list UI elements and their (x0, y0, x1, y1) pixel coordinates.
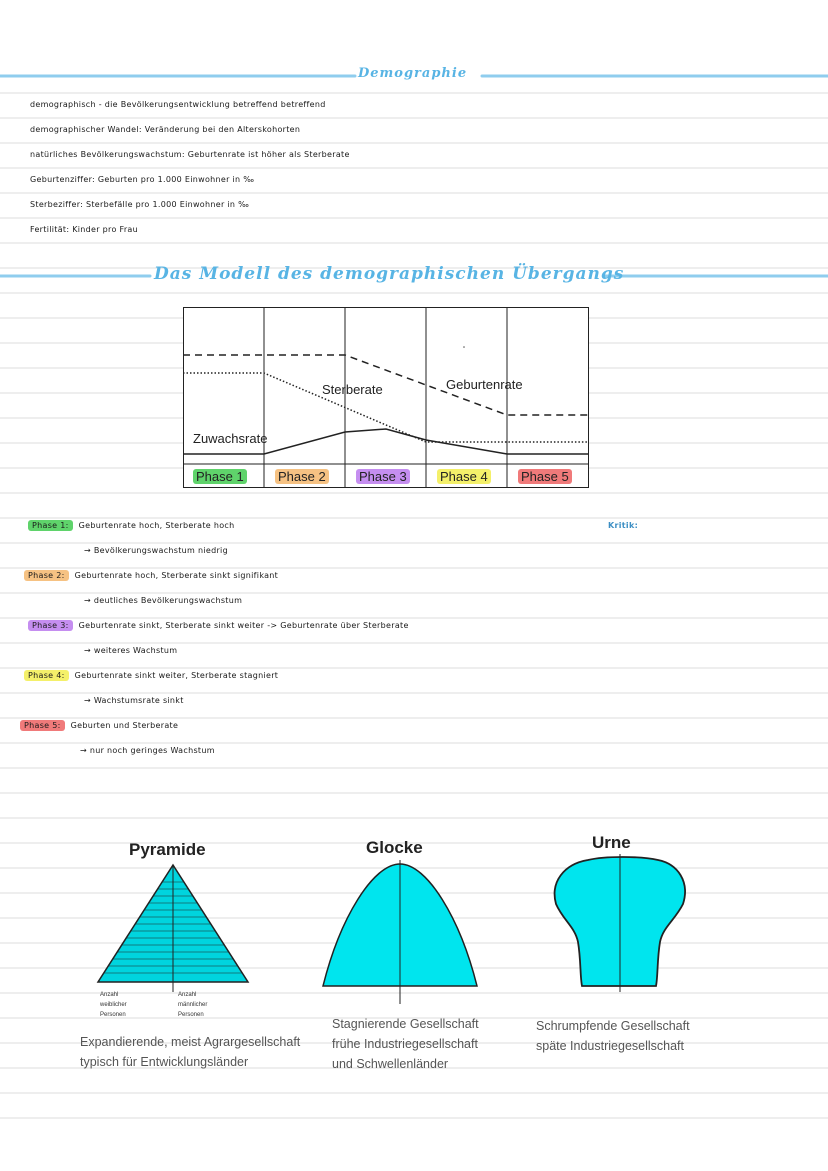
pyramide-caption-2: typisch für Entwicklungsländer (80, 1055, 249, 1069)
transition-diagram (183, 307, 589, 488)
glocke-caption-2: frühe Industriegesellschaft (332, 1037, 478, 1051)
definition-3: natürliches Bevölkerungswachstum: Geburtenrate ist höher als Sterberate (30, 150, 350, 159)
glocke-caption-3: und Schwellenländer (332, 1057, 449, 1071)
zuwachsrate-label: Zuwachsrate (193, 431, 268, 446)
section-title: Das Modell des demographischen Übergangs (154, 264, 625, 284)
definition-2: demographischer Wandel: Veränderung bei den Alterskohorten (30, 125, 301, 134)
note-phase-3-tag: Phase 3: (28, 620, 73, 631)
geburtenrate-label: Geburtenrate (446, 377, 523, 392)
pyramide-caption-1: Expandierende, meist Agrargesellschaft (80, 1035, 301, 1049)
phase-4-label: Phase 4 (437, 469, 491, 484)
pyramide-label-male: Anzahl männlicher Personen (178, 992, 208, 1018)
sterberate-label: Sterberate (322, 382, 383, 397)
definition-1: demographisch - die Bevölkerungsentwicklung betreffend betreffend (30, 100, 326, 109)
page-title: Demographie (358, 66, 468, 81)
urne-shape (550, 852, 690, 992)
note-phase-5 (20, 721, 178, 730)
note-phase-1-tag: Phase 1: (28, 520, 73, 531)
note-phase-2-text: Geburtenrate hoch, Sterberate sinkt signifikant (74, 571, 279, 580)
phase-5-label: Phase 5 (518, 469, 572, 484)
glocke-caption-1: Stagnierende Gesellschaft (332, 1017, 479, 1031)
note-phase-4-result: → Wachstumsrate sinkt (84, 696, 184, 705)
pyramide-title: Pyramide (129, 840, 206, 859)
note-phase-1 (28, 521, 234, 530)
note-phase-4 (24, 671, 278, 680)
note-phase-2 (24, 571, 278, 580)
glocke-title: Glocke (366, 838, 423, 857)
definition-5: Sterbeziffer: Sterbefälle pro 1.000 Einwohner in ‰ (30, 200, 250, 209)
note-phase-4-tag: Phase 4: (24, 670, 69, 681)
definition-4: Geburtenziffer: Geburten pro 1.000 Einwohner in ‰ (30, 175, 255, 184)
note-phase-2-tag: Phase 2: (24, 570, 69, 581)
pyramide-caption (80, 1032, 300, 1072)
note-phase-3-text: Geburtenrate sinkt, Sterberate sinkt weiter -> Geburtenrate über Sterberate (78, 621, 409, 630)
kritik-label: Kritik: (608, 521, 639, 530)
note-phase-1-result: → Bevölkerungswachstum niedrig (84, 546, 228, 555)
glocke-shape (318, 858, 482, 1006)
note-phase-5-text: Geburten und Sterberate (70, 721, 179, 730)
note-phase-5-result: → nur noch geringes Wachstum (80, 746, 215, 755)
urne-caption-1: Schrumpfende Gesellschaft (536, 1019, 690, 1033)
note-phase-2-result: → deutliches Bevölkerungswachstum (84, 596, 243, 605)
phase-3-label: Phase 3 (356, 469, 410, 484)
note-phase-3 (28, 621, 409, 630)
urne-title: Urne (592, 833, 631, 852)
note-phase-1-text: Geburtenrate hoch, Sterberate hoch (78, 521, 235, 530)
phase-2-label: Phase 2 (275, 469, 329, 484)
note-phase-5-tag: Phase 5: (20, 720, 65, 731)
note-phase-4-text: Geburtenrate sinkt weiter, Sterberate stagniert (74, 671, 279, 680)
definition-6: Fertilität: Kinder pro Frau (30, 225, 138, 234)
note-phase-3-result: → weiteres Wachstum (84, 646, 178, 655)
urne-caption (536, 1016, 690, 1056)
phase-1-label: Phase 1 (193, 469, 247, 484)
urne-caption-2: späte Industriegesellschaft (536, 1039, 685, 1053)
glocke-caption (332, 1014, 479, 1074)
pyramide-shape (95, 862, 251, 992)
pyramide-label-female: Anzahl weiblicher Personen (100, 992, 127, 1018)
